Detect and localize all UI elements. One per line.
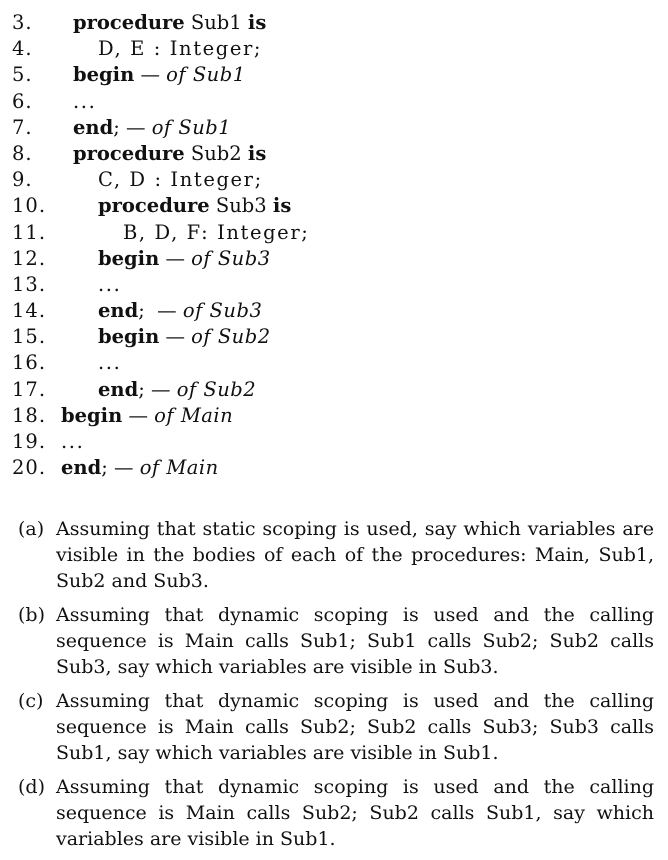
code-line [12,62,662,88]
code-line [12,36,662,62]
code-text [98,350,121,376]
line-number: 5. [12,63,33,87]
code-text [73,115,231,141]
question-item [18,774,654,852]
question-list [18,516,654,860]
code-text [98,272,121,298]
code-line [12,141,662,167]
question-text: Assuming that static scoping is used, say which variables are visible in the bodies of each of the procedures: Main, Sub1, Sub2 and Sub3. [56,518,654,592]
keyword: begin [98,246,160,270]
comment: of Sub1 [166,63,246,87]
code-token: ; — [113,115,152,139]
question-item [18,602,654,680]
code-token: ; — [138,299,183,323]
code-token: — [159,246,192,270]
line-number: 13. [12,272,47,296]
code-token: ; — [138,377,177,401]
keyword: is [247,11,267,34]
comment: of Sub2 [191,325,271,349]
code-text [98,246,271,272]
code-text [61,429,84,455]
code-token: — [134,63,167,87]
code-listing [12,10,662,481]
comment: of Sub2 [176,377,257,401]
line-number: 3. [12,11,33,34]
code-token: Sub3 [209,194,273,218]
code-text [98,167,263,193]
question-text: Assuming that dynamic scoping is used and the calling sequence is Main calls Sub2; Sub2 calls Sub3; Sub3 calls Sub1, say which variables are visible in Sub1. [56,690,654,764]
code-line [12,167,662,193]
line-number: 12. [12,246,47,270]
code-token: D, E : Integer; [98,37,263,61]
code-line [12,10,662,36]
code-line [12,455,662,481]
line-number: 9. [12,168,33,192]
code-text [98,377,256,403]
line-number: 7. [12,115,33,139]
keyword: procedure [73,141,185,165]
keyword: begin [61,403,123,427]
code-line [12,89,662,115]
question-label: (d) [18,776,45,798]
code-text [123,220,309,246]
code-line [12,272,662,298]
code-text [61,403,233,429]
code-line [12,324,662,350]
keyword: begin [73,63,135,87]
code-line [12,298,662,324]
comment: of Sub3 [182,299,263,323]
line-number: 10. [12,194,47,218]
code-token: ... [98,351,122,375]
code-line [12,403,662,429]
code-token: B, D, F: Integer; [123,220,310,244]
code-token: ... [61,430,85,453]
code-token: ; — [101,456,140,480]
line-number: 14. [12,299,47,323]
keyword: begin [98,325,160,349]
comment: of Main [154,403,234,427]
comment: of Main [139,456,219,480]
code-line [12,377,662,403]
code-text [73,141,266,167]
line-number: 17. [12,377,47,401]
code-token: Sub1 [184,11,248,34]
code-text [98,298,262,324]
code-line [12,350,662,376]
line-number: 18. [12,403,47,427]
code-token: — [159,325,192,349]
line-number: 19. [12,430,47,453]
comment: of Sub3 [191,246,271,270]
keyword: end [61,456,102,480]
line-number: 16. [12,351,47,375]
line-number: 4. [12,37,33,61]
code-line [12,193,662,219]
line-number: 11. [12,220,47,244]
keyword: end [98,377,139,401]
question-item [18,516,654,594]
keyword: is [272,194,292,218]
question-text: Assuming that dynamic scoping is used and the calling sequence is Main calls Sub1; Sub1 calls Sub2; Sub2 calls Sub3, say which variables are visible in Sub3. [56,604,654,678]
code-token: Sub2 [184,141,248,165]
code-text [98,324,271,350]
code-line [12,115,662,141]
question-label: (a) [18,518,45,540]
keyword: procedure [98,194,210,218]
question-item [18,688,654,766]
code-text [73,62,246,88]
code-token: C, D : Integer; [98,168,263,192]
code-text [98,36,262,62]
keyword: is [247,141,267,165]
code-token: — [122,403,155,427]
comment: of Sub1 [151,115,232,139]
question-label: (b) [18,604,45,626]
code-token: ... [98,272,122,296]
code-token: ... [73,89,97,113]
line-number: 6. [12,89,33,113]
line-number: 8. [12,141,33,165]
keyword: end [73,115,114,139]
code-text [73,10,266,36]
code-line [12,246,662,272]
line-number: 15. [12,325,47,349]
code-line [12,429,662,455]
code-line [12,220,662,246]
keyword: end [98,299,139,323]
code-text [61,455,219,481]
keyword: procedure [73,11,185,34]
question-text: Assuming that dynamic scoping is used and the calling sequence is Main calls Sub2; Sub2 calls Sub1, say which variables are visible in Sub1. [56,776,654,850]
line-number: 20. [12,456,47,480]
code-text [73,89,96,115]
code-text [98,193,291,219]
question-label: (c) [18,690,44,712]
